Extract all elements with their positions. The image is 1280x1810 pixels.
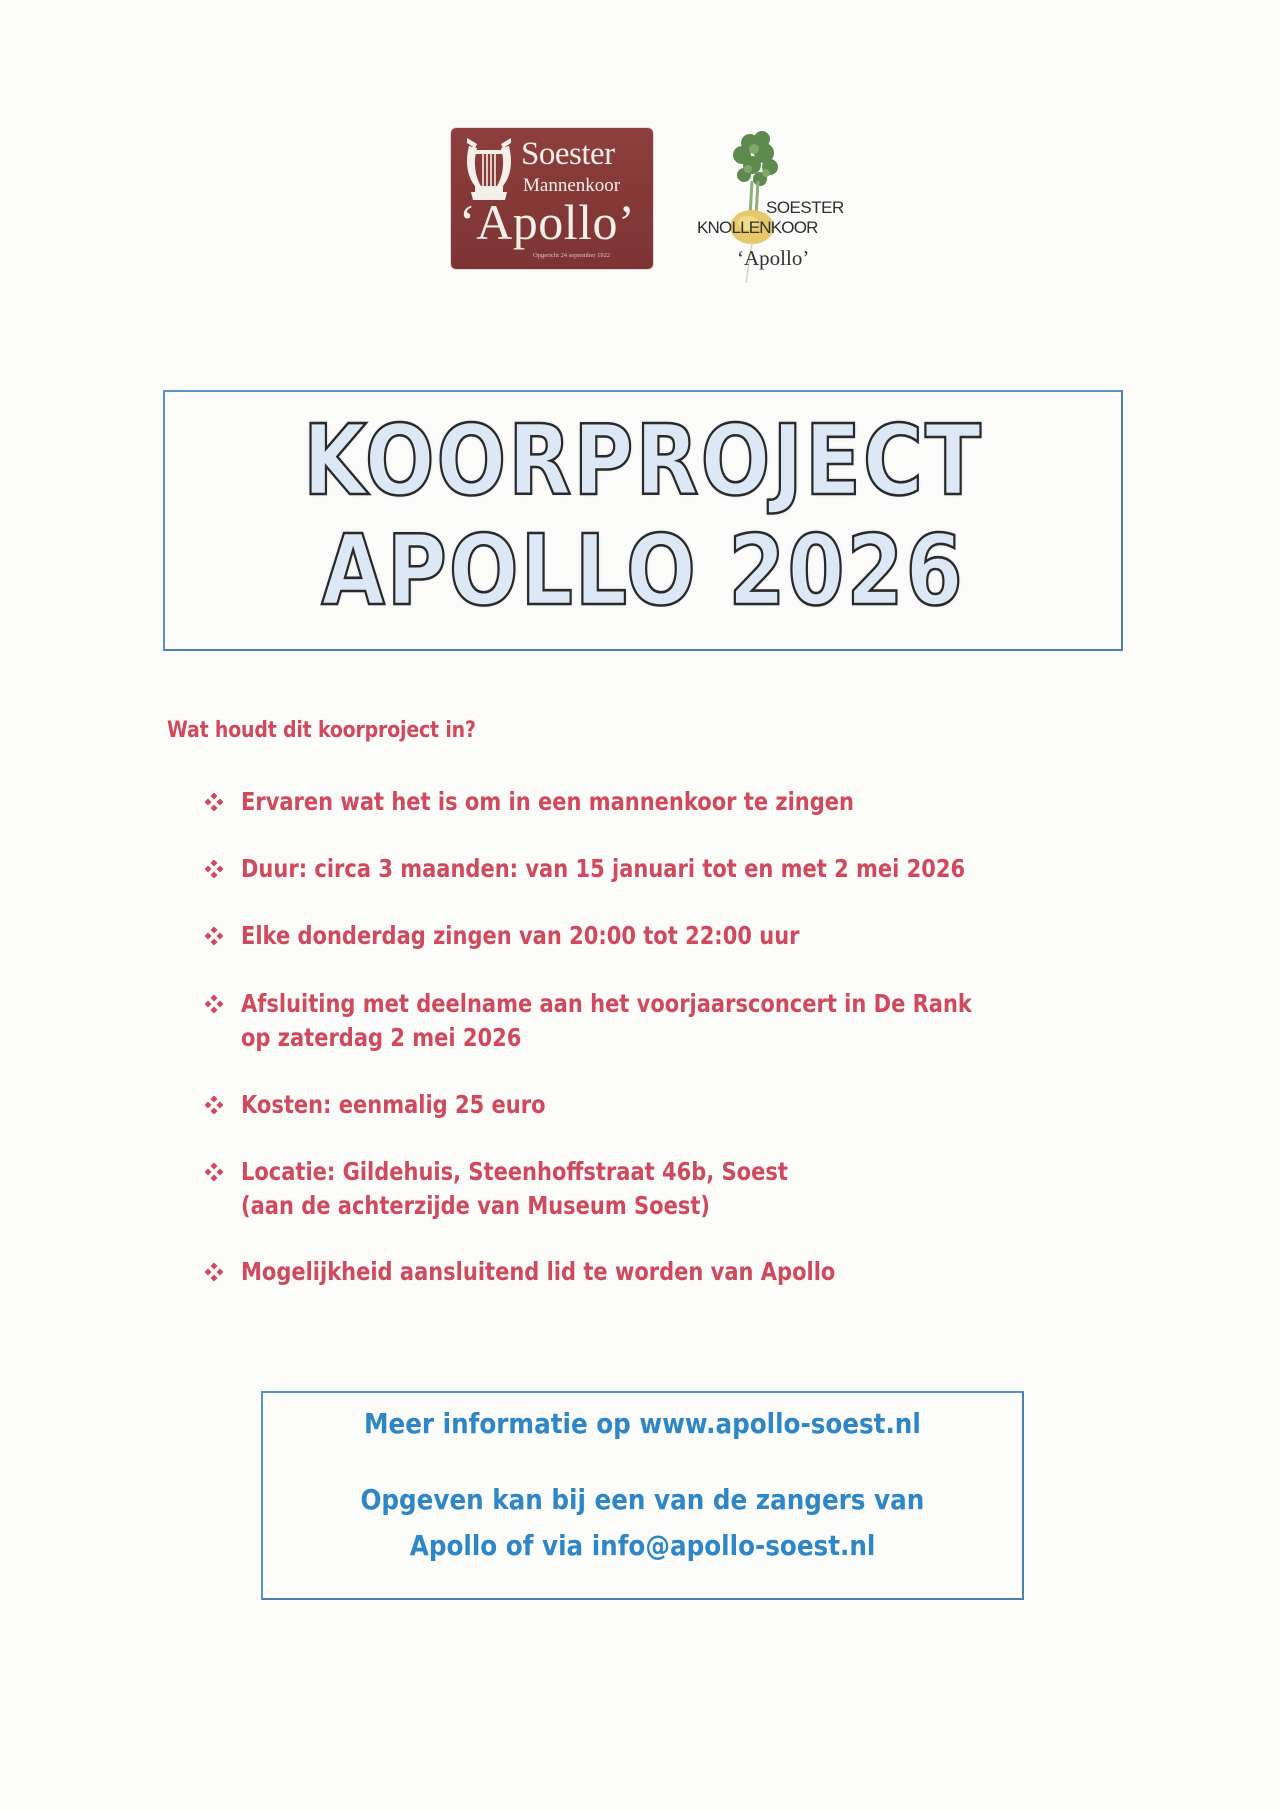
list-item-text-continued: (aan de achterzijde van Museum Soest) (241, 1191, 710, 1220)
mannenkoor-apollo-logo (451, 128, 653, 269)
title-line-2: APOLLO 2026 (321, 515, 965, 628)
knollenkoor-apollo-logo (690, 125, 860, 285)
logo-founded-text: Opgericht 24 september 1922 (533, 252, 611, 259)
title-box (163, 390, 1123, 651)
signup-email-text[interactable]: Apollo of via info@apollo-soest.nl (409, 1529, 876, 1562)
diamond-cluster-icon (205, 793, 223, 811)
diamond-cluster-icon (205, 927, 223, 945)
info-box (261, 1391, 1024, 1600)
logo-soester-text: SOESTER (766, 198, 844, 217)
list-item-text: Mogelijkheid aansluitend lid te worden van Apollo (241, 1257, 836, 1286)
list-item-text: Kosten: eenmalig 25 euro (241, 1090, 546, 1119)
list-item-text: Duur: circa 3 maanden: van 15 januari tot en met 2 mei 2026 (241, 854, 966, 883)
list-item-text: Elke donderdag zingen van 20:00 tot 22:00 uur (241, 921, 800, 950)
diamond-cluster-icon (205, 995, 223, 1013)
diamond-cluster-icon (205, 1163, 223, 1181)
diamond-cluster-icon (205, 860, 223, 878)
title-line-1: KOORPROJECT (302, 405, 983, 518)
logo-knollenkoor-text: KNOLLENKOOR (697, 218, 818, 237)
logo-soester-text: Soester (521, 136, 615, 172)
more-info-link[interactable]: Meer informatie op www.apollo-soest.nl (364, 1407, 921, 1440)
list-item-text: Ervaren wat het is om in een mannenkoor te zingen (241, 787, 854, 816)
signup-text: Opgeven kan bij een van de zangers van (360, 1483, 925, 1516)
logo-mannenkoor-text: Mannenkoor (523, 175, 621, 196)
list-item-text-continued: op zaterdag 2 mei 2026 (241, 1023, 522, 1052)
list-item-text: Afsluiting met deelname aan het voorjaarsconcert in De Rank (241, 989, 972, 1018)
section-heading: Wat houdt dit koorproject in? (167, 718, 476, 743)
list-item-text: Locatie: Gildehuis, Steenhoffstraat 46b, Soest (241, 1157, 788, 1186)
diamond-cluster-icon (205, 1096, 223, 1114)
logo-apollo-text: ‘Apollo’ (737, 246, 810, 270)
diamond-cluster-icon (205, 1263, 223, 1281)
logo-apollo-text: ‘Apollo’ (459, 194, 636, 250)
lyre-icon (461, 134, 517, 202)
